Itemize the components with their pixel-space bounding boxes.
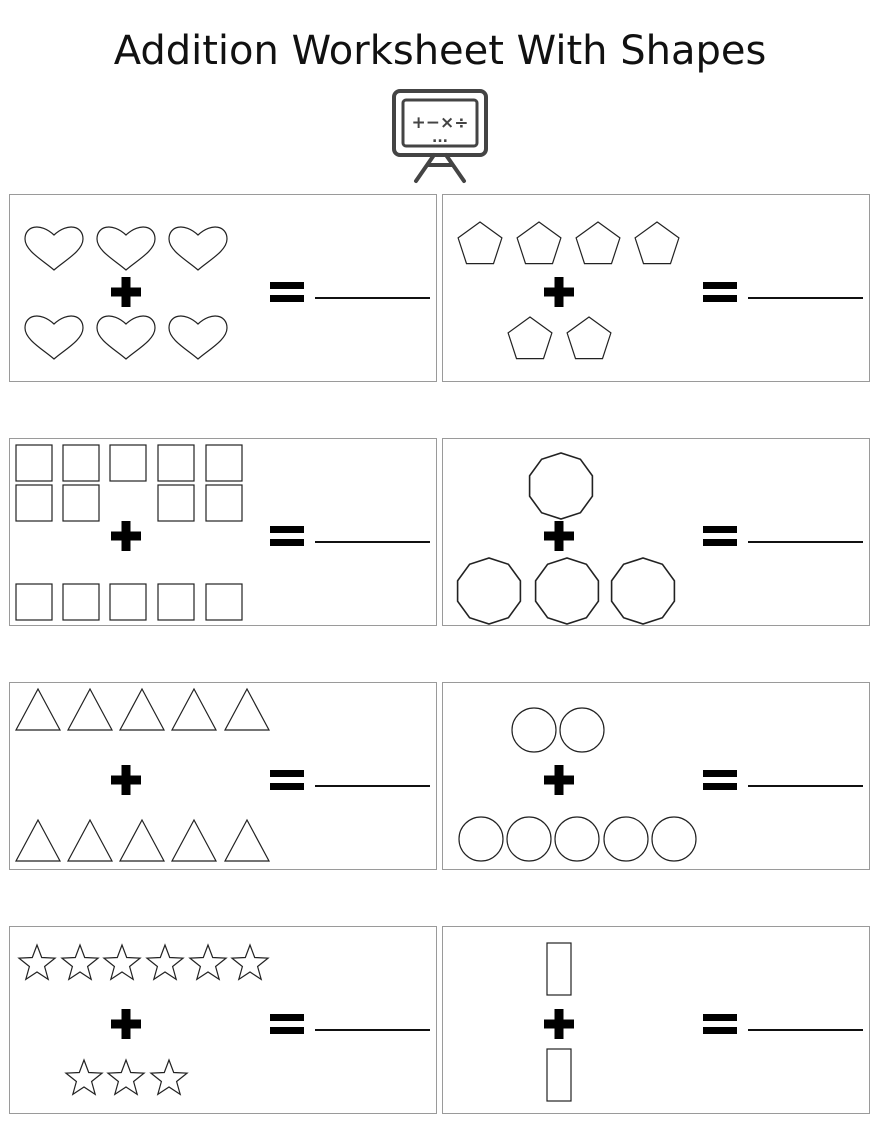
equals-sign	[270, 1014, 304, 1034]
decagon-problem-drawing	[443, 439, 871, 627]
star-shape	[66, 1060, 102, 1094]
circle-shape	[512, 708, 556, 752]
problem-panel-1	[9, 194, 437, 382]
star-shape	[104, 945, 140, 979]
equals-sign	[270, 770, 304, 790]
equals-sign	[703, 770, 737, 790]
pentagon-problem-drawing	[443, 195, 871, 383]
triangle-problem-drawing	[10, 683, 438, 871]
square-shape	[16, 485, 52, 521]
decagon-shape	[612, 558, 675, 624]
board-symbols: +−×÷	[411, 113, 469, 133]
equals-sign	[703, 282, 737, 302]
problem-panel-2	[442, 194, 870, 382]
star-shape	[19, 945, 55, 979]
problem-panel-6	[442, 682, 870, 870]
circle-problem-drawing	[443, 683, 871, 871]
chalkboard-math-icon	[390, 88, 490, 186]
heart-problem-drawing	[10, 195, 438, 383]
square-shape	[206, 485, 242, 521]
equals-sign	[270, 526, 304, 546]
rectangle-shape	[547, 943, 571, 995]
decagon-shape	[530, 453, 593, 519]
problem-panel-4	[442, 438, 870, 626]
problem-panel-7	[9, 926, 437, 1114]
circle-shape	[459, 817, 503, 861]
decagon-shape	[458, 558, 521, 624]
circle-shape	[604, 817, 648, 861]
square-shape	[110, 584, 146, 620]
plus-sign	[544, 277, 574, 307]
triangle-shape	[68, 820, 112, 861]
board-dots: ...	[432, 130, 448, 146]
triangle-shape	[225, 689, 269, 730]
equals-sign	[703, 526, 737, 546]
pentagon-shape	[567, 317, 611, 359]
triangle-shape	[16, 820, 60, 861]
square-shape	[16, 445, 52, 481]
equals-sign	[703, 1014, 737, 1034]
plus-sign	[544, 765, 574, 795]
star-shape	[62, 945, 98, 979]
rectangle-problem-drawing	[443, 927, 871, 1115]
triangle-shape	[120, 689, 164, 730]
pentagon-shape	[576, 222, 620, 264]
square-shape	[16, 584, 52, 620]
plus-sign	[111, 521, 141, 551]
square-shape	[158, 485, 194, 521]
problem-panel-3	[9, 438, 437, 626]
decagon-shape	[536, 558, 599, 624]
heart-shape	[169, 227, 227, 270]
square-shape	[206, 445, 242, 481]
heart-shape	[25, 227, 83, 270]
plus-sign	[544, 1009, 574, 1039]
pentagon-shape	[508, 317, 552, 359]
square-shape	[158, 584, 194, 620]
pentagon-shape	[517, 222, 561, 264]
square-shape	[110, 445, 146, 481]
pentagon-shape	[635, 222, 679, 264]
page-title: Addition Worksheet With Shapes	[113, 28, 767, 74]
square-problem-drawing	[10, 439, 438, 627]
pentagon-shape	[458, 222, 502, 264]
square-shape	[63, 584, 99, 620]
star-shape	[151, 1060, 187, 1094]
square-shape	[63, 485, 99, 521]
square-shape	[63, 445, 99, 481]
problem-panel-8	[442, 926, 870, 1114]
star-shape	[147, 945, 183, 979]
triangle-shape	[120, 820, 164, 861]
plus-sign	[111, 277, 141, 307]
rectangle-shape	[547, 1049, 571, 1101]
heart-shape	[169, 316, 227, 359]
plus-sign	[111, 1009, 141, 1039]
heart-shape	[97, 227, 155, 270]
circle-shape	[507, 817, 551, 861]
triangle-shape	[172, 689, 216, 730]
triangle-shape	[172, 820, 216, 861]
star-shape	[232, 945, 268, 979]
square-shape	[206, 584, 242, 620]
square-shape	[158, 445, 194, 481]
circle-shape	[652, 817, 696, 861]
triangle-shape	[16, 689, 60, 730]
triangle-shape	[68, 689, 112, 730]
plus-sign	[544, 521, 574, 551]
star-shape	[108, 1060, 144, 1094]
heart-shape	[97, 316, 155, 359]
circle-shape	[560, 708, 604, 752]
circle-shape	[555, 817, 599, 861]
plus-sign	[111, 765, 141, 795]
heart-shape	[25, 316, 83, 359]
equals-sign	[270, 282, 304, 302]
star-shape	[190, 945, 226, 979]
star-problem-drawing	[10, 927, 438, 1115]
triangle-shape	[225, 820, 269, 861]
problem-panel-5	[9, 682, 437, 870]
